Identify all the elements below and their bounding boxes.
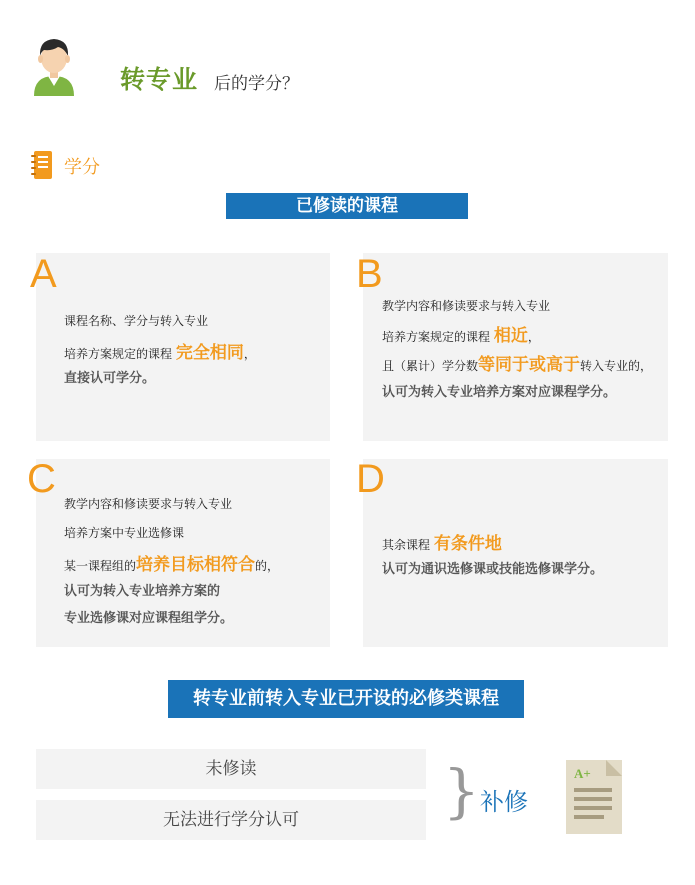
grade-document-icon bbox=[566, 760, 622, 834]
card-b-line-4: 认可为转入专业培养方案对应课程学分。 bbox=[382, 385, 617, 400]
banner-required-courses: 转专业前转入专业已开设的必修类课程 bbox=[168, 680, 524, 718]
right-brace: } bbox=[443, 757, 480, 825]
grade-text: A+ bbox=[574, 766, 591, 781]
section-label-credits: 学分 bbox=[64, 157, 100, 178]
card-c-letter: C bbox=[27, 457, 56, 501]
card-b-letter: B bbox=[356, 252, 383, 296]
page-title-suffix: 后的学分？ bbox=[214, 74, 299, 94]
result-make-up: 补修 bbox=[480, 788, 528, 816]
card-c-line-4: 认可为转入专业培养方案的 bbox=[64, 584, 221, 599]
card-d-line-1: 其余课程 有条件地 bbox=[382, 534, 502, 554]
card-a-letter: A bbox=[30, 252, 57, 296]
card-c-highlight: 培养目标相符合 bbox=[136, 555, 256, 575]
card-b bbox=[363, 253, 668, 441]
card-a-line-1: 课程名称、学分与转入专业 bbox=[64, 314, 209, 328]
condition-not-taken: 未修读 bbox=[36, 749, 426, 789]
student-avatar-icon bbox=[30, 32, 78, 96]
card-a-highlight: 完全相同 bbox=[175, 343, 244, 363]
card-c-line-5: 专业选修课对应课程组学分。 bbox=[64, 611, 234, 626]
card-d-letter: D bbox=[356, 457, 385, 501]
card-d-highlight: 有条件地 bbox=[433, 534, 502, 554]
card-b-line-2: 培养方案规定的课程 相近， bbox=[382, 326, 540, 346]
notebook-icon bbox=[31, 150, 53, 180]
card-c-line-3: 某一课程组的培养目标相符合的， bbox=[64, 555, 280, 575]
card-b-line-3: 且（累计）学分数等同于或高于转入专业的， bbox=[382, 355, 653, 375]
card-c-line-1: 教学内容和修读要求与转入专业 bbox=[64, 497, 233, 511]
card-b-highlight-1: 相近 bbox=[493, 326, 528, 346]
card-c-line-2: 培养方案中专业选修课 bbox=[64, 526, 185, 540]
card-b-highlight-2: 等同于或高于 bbox=[478, 355, 581, 375]
card-a-line-3: 直接认可学分。 bbox=[64, 371, 156, 386]
card-a-line-2: 培养方案规定的课程 完全相同， bbox=[64, 343, 256, 363]
condition-no-credit: 无法进行学分认可 bbox=[36, 800, 426, 840]
card-d-line-2: 认可为通识选修课或技能选修课学分。 bbox=[382, 562, 604, 577]
banner-completed-courses: 已修读的课程 bbox=[226, 193, 468, 219]
page-title-keyword: 转专业 bbox=[120, 65, 199, 94]
card-b-line-1: 教学内容和修读要求与转入专业 bbox=[382, 299, 551, 313]
